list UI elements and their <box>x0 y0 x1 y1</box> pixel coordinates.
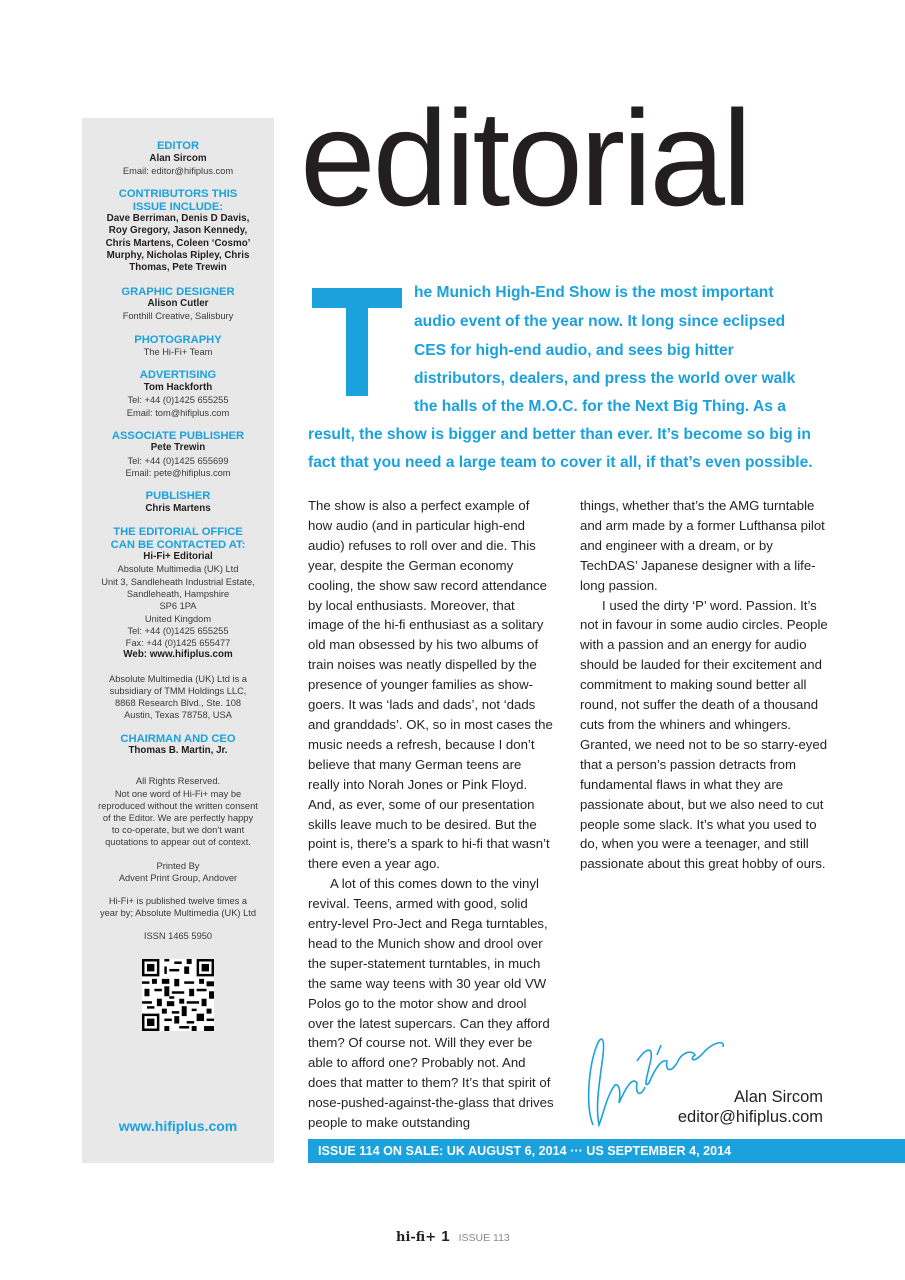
dropcap-t-glyph <box>312 288 402 396</box>
section-heading: EDITOR <box>156 140 200 152</box>
designer-name: Alison Cutler <box>147 298 209 310</box>
contributor-line: Roy Gregory, Jason Kennedy, <box>108 225 248 237</box>
section-heading: ADVERTISING <box>139 369 217 382</box>
page-number: 1 <box>441 1228 450 1245</box>
rights-line: reproduced without the written consent <box>98 800 258 811</box>
qr-code-icon[interactable] <box>142 959 214 1031</box>
issn: ISSN 1465 5950 <box>143 931 213 942</box>
contributor-line: Murphy, Nicholas Ripley, Chris <box>106 249 250 261</box>
photography-credit: The Hi-Fi+ Team <box>143 347 213 358</box>
publisher-section <box>82 490 274 515</box>
dropcap-letter <box>312 288 402 396</box>
page-footer <box>396 1228 510 1245</box>
subsidiary-line: Absolute Multimedia (UK) Ltd is a <box>109 673 247 684</box>
dropcap-text <box>402 288 403 289</box>
section-heading: ISSUE INCLUDE: <box>132 200 224 213</box>
printed-line: Printed By <box>156 860 200 871</box>
body-paragraph: A lot of this comes down to the vinyl revival. Teens, armed with good, solid entry-level Pro-Ject and Rega turntables, head to the Munich show and drool over the super-statement turntables, in much the same way teens with 30 year old VW Polos go to the motor show and drool over the latest supercars. Can they afford them? Of course not. Will they ever be able to afford one? Probably not. And does that matter to them? It’s that spirit of nose-pushed-against-the-glass that drives people to make outstanding <box>308 876 554 1131</box>
contributor-line: Chris Martens, Coleen ‘Cosmo’ <box>105 237 251 249</box>
section-heading: GRAPHIC DESIGNER <box>121 285 235 298</box>
office-fax: Fax: +44 (0)1425 655477 <box>125 638 231 649</box>
page-title: editorial <box>300 82 750 234</box>
editor-name: Alan Sircom <box>149 152 207 164</box>
office-name: Hi-Fi+ Editorial <box>143 551 213 563</box>
office-address-line: Absolute Multimedia (UK) Ltd <box>117 564 239 575</box>
office-address-line: SP6 1PA <box>159 601 197 612</box>
intro-line: fact that you need a large team to cover it all, if that’s even possible. <box>308 454 813 471</box>
advertising-name: Tom Hackforth <box>143 381 213 393</box>
section-heading: CHAIRMAN AND CEO <box>120 732 236 745</box>
signoff <box>678 1087 823 1127</box>
rights-line: All Rights Reserved. <box>135 776 221 787</box>
intro-line: result, the show is bigger and better than ever. It’s become so big in <box>308 426 811 443</box>
contributors-section <box>82 188 274 274</box>
published-line: year by; Absolute Multimedia (UK) Ltd <box>99 908 257 919</box>
rights-line: quotations to appear out of context. <box>105 837 251 848</box>
intro-line: audio event of the year now. It long since eclipsed <box>414 313 786 330</box>
printed-line: Advent Print Group, Andover <box>118 872 238 883</box>
masthead-sidebar <box>82 118 274 1163</box>
body-paragraph: The show is also a perfect example of how audio (and in particular high-end audio) refuses to roll over and die. This year, despite the German economy cooling, the show saw record attendance by local enthusiasts. Moreover, that image of the hi-fi enthusiast as a solitary old man obsessed by his two albums of train noises was neatly dispelled by the presence of younger families as show-goers. It was ‘lads and dads’, not ‘dads and granddads’. OK, so in most cases the music needs a refresh, because I don’t believe that many German teens are really into Norah Jones or Pink Floyd. And, as ever, some of our presentation skills leave much to be desired. But the point is, there’s a spark to hi-fi that wasn’t there even a year ago. <box>308 498 553 872</box>
hifi-plus-logo: hi-fi+ <box>396 1230 437 1245</box>
section-heading: CONTRIBUTORS THIS <box>118 188 238 201</box>
rights-line: to co-operate, but we don’t want <box>111 825 245 836</box>
contributor-line: Thomas, Pete Trewin <box>129 262 227 274</box>
section-heading: CAN BE CONTACTED AT: <box>110 538 246 551</box>
website-link[interactable]: www.hifiplus.com <box>118 1118 238 1134</box>
advertising-email: Email: tom@hifiplus.com <box>126 407 230 418</box>
subsidiary-line: 8868 Research Blvd., Ste. 108 <box>114 698 242 709</box>
office-address-line: Sandleheath, Hampshire <box>126 588 230 599</box>
office-address-line: United Kingdom <box>144 613 212 624</box>
section-heading: PUBLISHER <box>145 490 211 503</box>
signoff-email[interactable]: editor@hifiplus.com <box>677 1108 823 1126</box>
office-address-line: Unit 3, Sandleheath Industrial Estate, <box>101 576 255 587</box>
office-web: Web: www.hifiplus.com <box>123 649 233 661</box>
associate-publisher-section <box>82 430 274 479</box>
intro-line: the halls of the M.O.C. for the Next Big Thing. As a <box>414 398 786 415</box>
designer-section <box>82 286 274 323</box>
contributor-line: Dave Berriman, Denis D Davis, <box>106 213 250 225</box>
editorial-office-section <box>82 526 274 662</box>
body-paragraph: things, whether that’s the AMG turntable and arm made by a former Lufthansa pilot and engineer with a dream, or by TechDAS’ Japanese designer with a life-long passion. <box>580 498 825 593</box>
associate-email: Email: pete@hifiplus.com <box>125 467 231 478</box>
designer-company: Fonthill Creative, Salisbury <box>122 311 234 322</box>
intro-line: he Munich High-End Show is the most important <box>414 284 774 301</box>
office-tel: Tel: +44 (0)1425 655255 <box>127 625 229 636</box>
associate-name: Pete Trewin <box>150 442 206 454</box>
signoff-name: Alan Sircom <box>734 1088 823 1106</box>
rights-line: of the Editor. We are perfectly happy <box>102 812 254 823</box>
body-column-left <box>308 496 554 1133</box>
published-line: Hi-Fi+ is published twelve times a <box>108 895 248 906</box>
issue-label: ISSUE 113 <box>458 1232 510 1244</box>
advertising-tel: Tel: +44 (0)1425 655255 <box>127 395 229 406</box>
chairman-section <box>82 733 274 758</box>
subsidiary-line: Austin, Texas 78758, USA <box>124 710 232 721</box>
advertising-section <box>82 369 274 418</box>
section-heading: ASSOCIATE PUBLISHER <box>111 429 245 442</box>
photography-section <box>82 334 274 359</box>
body-column-right <box>580 496 830 874</box>
rights-note <box>82 775 274 848</box>
editor-section <box>82 140 274 177</box>
chairman-name: Thomas B. Martin, Jr. <box>128 745 228 757</box>
subsidiary-line: subsidiary of TMM Holdings LLC, <box>109 685 247 696</box>
subsidiary-note <box>82 673 274 722</box>
printed-note <box>82 860 274 884</box>
on-sale-banner: ISSUE 114 ON SALE: UK AUGUST 6, 2014 ··· US SEPTEMBER 4, 2014 <box>308 1139 905 1163</box>
body-paragraph: I used the dirty ‘P’ word. Passion. It’s not in favour in some audio circles. People with a passion and an energy for audio should be lauded for their excitement and commitment to making sound better all round, not suffer the death of a thousand cuts from the whiners and whingers. Granted, we need not to be so starry-eyed that a person’s passion detracts from fundamental flaws in what they are passionate about, but we also need to cut people some slack. It’s what you used to do, when you were a teenager, and still passionate about this great hobby of ours. <box>580 597 828 872</box>
intro-line: distributors, dealers, and press the world over walk <box>414 370 796 387</box>
section-heading: PHOTOGRAPHY <box>134 333 222 346</box>
editor-email: Email: editor@hifiplus.com <box>122 165 234 176</box>
intro-line: CES for high-end audio, and sees big hitter <box>414 342 734 359</box>
section-heading: THE EDITORIAL OFFICE <box>113 526 243 539</box>
published-note <box>82 895 274 919</box>
publisher-name: Chris Martens <box>145 502 211 514</box>
rights-line: Not one word of Hi-Fi+ may be <box>114 788 242 799</box>
associate-tel: Tel: +44 (0)1425 655699 <box>127 455 229 466</box>
